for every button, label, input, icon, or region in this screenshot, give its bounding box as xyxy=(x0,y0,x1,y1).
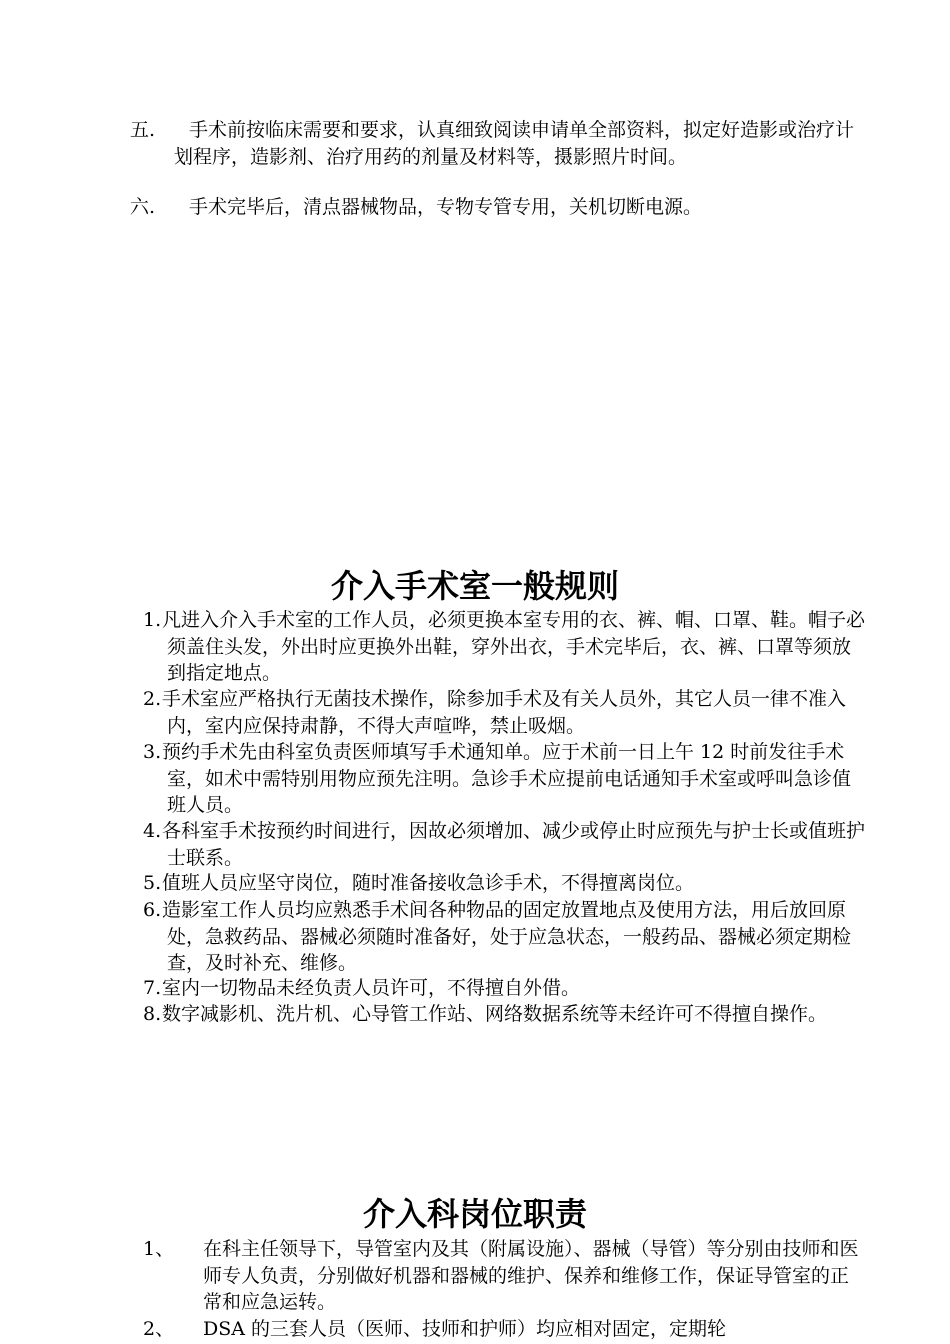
list-item xyxy=(130,117,860,170)
rule-item xyxy=(143,739,867,819)
list-item xyxy=(130,194,860,221)
rule-number: 1. xyxy=(143,609,162,631)
rule-text: 各科室手术按预约时间进行，因故必须增加、减少或停止时应预先与护士长或值班护士联系。 xyxy=(162,820,866,869)
rule-item xyxy=(143,818,867,871)
rule-number: 8. xyxy=(143,1003,162,1025)
rule-text: 室内一切物品未经负责人员许可，不得擅自外借。 xyxy=(162,977,581,999)
rule-item xyxy=(143,1001,867,1028)
rule-text: 手术室应严格执行无菌技术操作，除参加手术及有关人员外，其它人员一律不准入内，室内应保持肃静，不得大声喧哗，禁止吸烟。 xyxy=(162,688,847,737)
list-text: 手术前按临床需要和要求，认真细致阅读申请单全部资料，拟定好造影或治疗计划程序，造影剂、治疗用药的剂量及材料等，摄影照片时间。 xyxy=(174,119,855,168)
rule-text: 值班人员应坚守岗位，随时准备接收急诊手术，不得擅离岗位。 xyxy=(162,872,695,894)
rule-item xyxy=(143,607,867,687)
rule-text: 凡进入介入手术室的工作人员，必须更换本室专用的衣、裤、帽、口罩、鞋。帽子必须盖住头发，外出时应更换外出鞋，穿外出衣，手术完毕后，衣、裤、口罩等须放到指定地点。 xyxy=(162,609,866,684)
rule-item xyxy=(143,686,867,739)
section-title: 介入手术室一般规则 xyxy=(330,567,619,605)
rule-number: 6. xyxy=(143,899,162,921)
rule-item xyxy=(143,870,867,897)
duty-number: 2、 xyxy=(143,1318,175,1340)
rule-text: 预约手术先由科室负责医师填写手术通知单。应于术前一日上午 12 时前发往手术室，如术中需特别用物应预先注明。急诊手术应提前电话通知手术室或呼叫急诊值班人员。 xyxy=(162,741,852,816)
duty-item xyxy=(143,1236,859,1316)
rule-item xyxy=(143,975,867,1002)
rule-number: 3. xyxy=(143,741,162,763)
rule-text: 造影室工作人员均应熟悉手术间各种物品的固定放置地点及使用方法，用后放回原处，急救药品、器械必须随时准备好，处于应急状态，一般药品、器械必须定期检查，及时补充、维修。 xyxy=(162,899,852,974)
rule-number: 7. xyxy=(143,977,162,999)
rule-number: 2. xyxy=(143,688,162,710)
list-marker: 五. xyxy=(130,119,156,141)
rule-item xyxy=(143,897,867,977)
section-title: 介入科岗位职责 xyxy=(362,1195,587,1233)
rule-number: 5. xyxy=(143,872,162,894)
list-marker: 六. xyxy=(130,196,156,218)
rule-text: 数字减影机、洗片机、心导管工作站、网络数据系统等未经许可不得擅自操作。 xyxy=(162,1003,828,1025)
duty-number: 1、 xyxy=(143,1238,175,1260)
rule-number: 4. xyxy=(143,820,162,842)
duty-item xyxy=(143,1316,859,1343)
duty-text: DSA 的三套人员（医师、技师和护师）均应相对固定，定期轮 xyxy=(203,1318,727,1340)
duty-text: 在科主任领导下，导管室内及其（附属设施）、器械（导管）等分别由技师和医师专人负责，分别做好机器和器械的维护、保养和维修工作，保证导管室的正常和应急运转。 xyxy=(203,1238,859,1313)
list-text: 手术完毕后，清点器械物品，专物专管专用，关机切断电源。 xyxy=(189,196,703,218)
